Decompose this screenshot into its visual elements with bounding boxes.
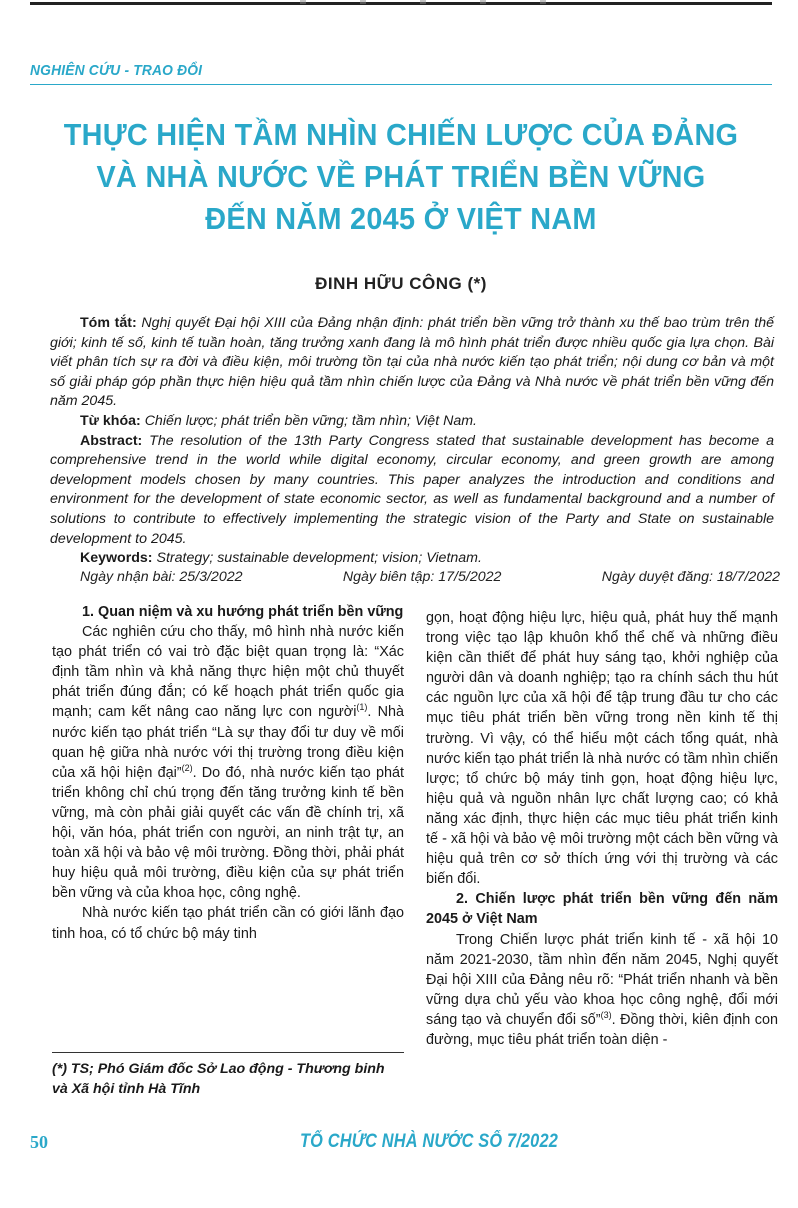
- tukhoa-label: Từ khóa:: [80, 412, 141, 429]
- date-received: Ngày nhận bài: 25/3/2022: [80, 569, 243, 585]
- body-column-left: [52, 602, 404, 944]
- article-dates: [80, 569, 780, 585]
- tukhoa-text: Chiến lược; phát triển bền vững; tầm nhìn; Việt Nam.: [144, 412, 477, 429]
- section-heading-2: 2. Chiến lược phát triển bền vững đến năm 2045 ở Việt Nam: [426, 891, 778, 928]
- author-footnote: (*) TS; Phó Giám đốc Sở Lao động - Thương binh và Xã hội tỉnh Hà Tĩnh: [52, 1061, 385, 1097]
- journal-footer: TỔ CHỨC NHÀ NƯỚC SỐ 7/2022: [300, 1131, 558, 1152]
- abstract-label: Abstract:: [80, 432, 143, 449]
- body-text: . Đồng thời, kiên định con đường, mục tiêu phát triển toàn diện -: [426, 1011, 778, 1048]
- abstract-paragraph: [50, 432, 774, 550]
- body-paragraph-2-continued: gọn, hoạt động hiệu lực, hiệu quả, phát huy thế mạnh trong việc tạo lập khuôn khổ thể chế và những điều kiện cần thiết để phát huy sáng tạo, khởi nghiệp của người dân và doanh nghiệp; tạo ra chính sách thu hút các nguồn lực của xã hội để tập trung đầu tư cho các mục tiêu phát triển bền vững trong nền kinh tế thị trường. Vì vậy, có thể hiểu một cách tổng quát, nhà nước kiến tạo phát triển là nhà nước có tầm nhìn chiến lược; tổ chức bộ máy tinh gọn, hoạt động hiệu lực, hiệu quả và nguồn nhân lực chất lượng cao; có khả năng xác định, thực hiện các mục tiêu phát triển kinh tế - xã hội và bảo vệ môi trường một cách bền vững và hiệu quả trên cơ sở thích ứng với thị trường và các biến đổi.: [426, 610, 778, 888]
- footnote-ref-3: (3): [600, 1010, 612, 1021]
- section-heading-1: 1. Quan niệm và xu hướng phát triển bền vững: [82, 604, 404, 620]
- body-text: . Nhà nước kiến tạo phát triển “Là sự thay đổi tư duy về mối quan hệ giữa nhà nước với thị trường trong điều kiện của xã hội hiện đại”: [52, 704, 404, 781]
- body-paragraph-2: Nhà nước kiến tạo phát triển cần có giới lãnh đạo tinh hoa, có tổ chức bộ máy tinh: [52, 905, 404, 942]
- article-title: [30, 114, 772, 240]
- tomtat-label: Tóm tắt:: [80, 315, 137, 331]
- title-line-1: THỰC HIỆN TẦM NHÌN CHIẾN LƯỢC CỦA ĐẢNG: [63, 117, 739, 152]
- date-approved: Ngày duyệt đăng: 18/7/2022: [601, 569, 780, 585]
- body-paragraph-1: [52, 622, 404, 903]
- title-line-3: ĐẾN NĂM 2045 Ở VIỆT NAM: [205, 201, 597, 236]
- tomtat-text: Nghị quyết Đại hội XIII của Đảng nhận định: phát triển bền vững trở thành xu thế bao trùm trên thế giới; kinh tế số, kinh tế tuần hoàn, tăng trưởng xanh đang là mô hình phát triển được nhiều quốc gia lựa chọn. Bài viết phân tích sự ra đời và điều kiện, môi trường tồn tại của nhà nước kiến tạo phát triển; nội dung cơ bản và một số giải pháp góp phần thực hiện hiệu quả tầm nhìn chiến lược của Đảng và Nhà nước về phát triển bền vững đến năm 2045.: [50, 315, 774, 410]
- date-edited: Ngày biên tập: 17/5/2022: [342, 569, 502, 585]
- tomtat-paragraph: [50, 314, 774, 412]
- abstract-text: The resolution of the 13th Party Congress stated that sustainable development has become a comprehensive trend in the world while digital economy, circular economy, and green growth are among development models chosen by many countries. This paper analyzes the introduction and conditions and environment for the development of state economic sector, as well as fundamental background and a number of solutions to contribute to effectively implementing the strategic vision of the Party and State on sustainable development to 2045.: [50, 432, 774, 547]
- footnote-divider: [52, 1052, 404, 1053]
- body-column-right: [426, 608, 778, 1050]
- keywords-paragraph: [50, 549, 774, 569]
- abstract-block: [50, 314, 774, 569]
- keywords-label: Keywords:: [80, 550, 153, 567]
- keywords-text: Strategy; sustainable development; vision; Vietnam.: [156, 550, 482, 567]
- footnote-ref-2: (2): [181, 762, 193, 773]
- title-line-2: VÀ NHÀ NƯỚC VỀ PHÁT TRIỂN BỀN VỮNG: [96, 159, 706, 194]
- body-text: . Do đó, nhà nước kiến tạo phát triển không chỉ chú trọng đến tăng trưởng kinh tế bền vững, mà còn phải giải quyết các vấn đề chính trị, xã hội, văn hóa, phát triển con người, an ninh trật tự, an toàn xã hội và bảo vệ môi trường. Đồng thời, phải phát huy hiệu quả môi trường, điều kiện của sự phát triển bền vững và của khoa học, công nghệ.: [52, 764, 404, 902]
- body-text: Các nghiên cứu cho thấy, mô hình nhà nước kiến tạo phát triển có vai trò đặc biệt quan trọng là: “Xác định tầm nhìn và khả năng thực hiện một chủ thuyết phát triển đúng đắn; có kế hoạch phát triển quốc gia mạnh; cam kết nâng cao năng lực con người: [52, 624, 404, 721]
- body-paragraph-3: [426, 930, 778, 1051]
- page-number: 50: [30, 1132, 48, 1152]
- author-name: ĐINH HỮU CÔNG (*): [315, 274, 487, 293]
- footnote-ref-1: (1): [356, 702, 368, 713]
- body-text: Trong Chiến lược phát triển kinh tế - xã hội 10 năm 2021-2030, tầm nhìn đến năm 2045, Nghị quyết Đại hội XIII của Đảng nêu rõ: “Phát triển nhanh và bền vững dựa chủ yếu vào khoa học công nghệ, đổi mới sáng tạo và chuyển đổi số”: [426, 931, 778, 1028]
- top-decoration: [300, 0, 550, 4]
- tukhoa-paragraph: [50, 412, 774, 432]
- section-label: NGHIÊN CỨU - TRAO ĐỔI: [30, 62, 203, 79]
- section-divider: [30, 84, 772, 85]
